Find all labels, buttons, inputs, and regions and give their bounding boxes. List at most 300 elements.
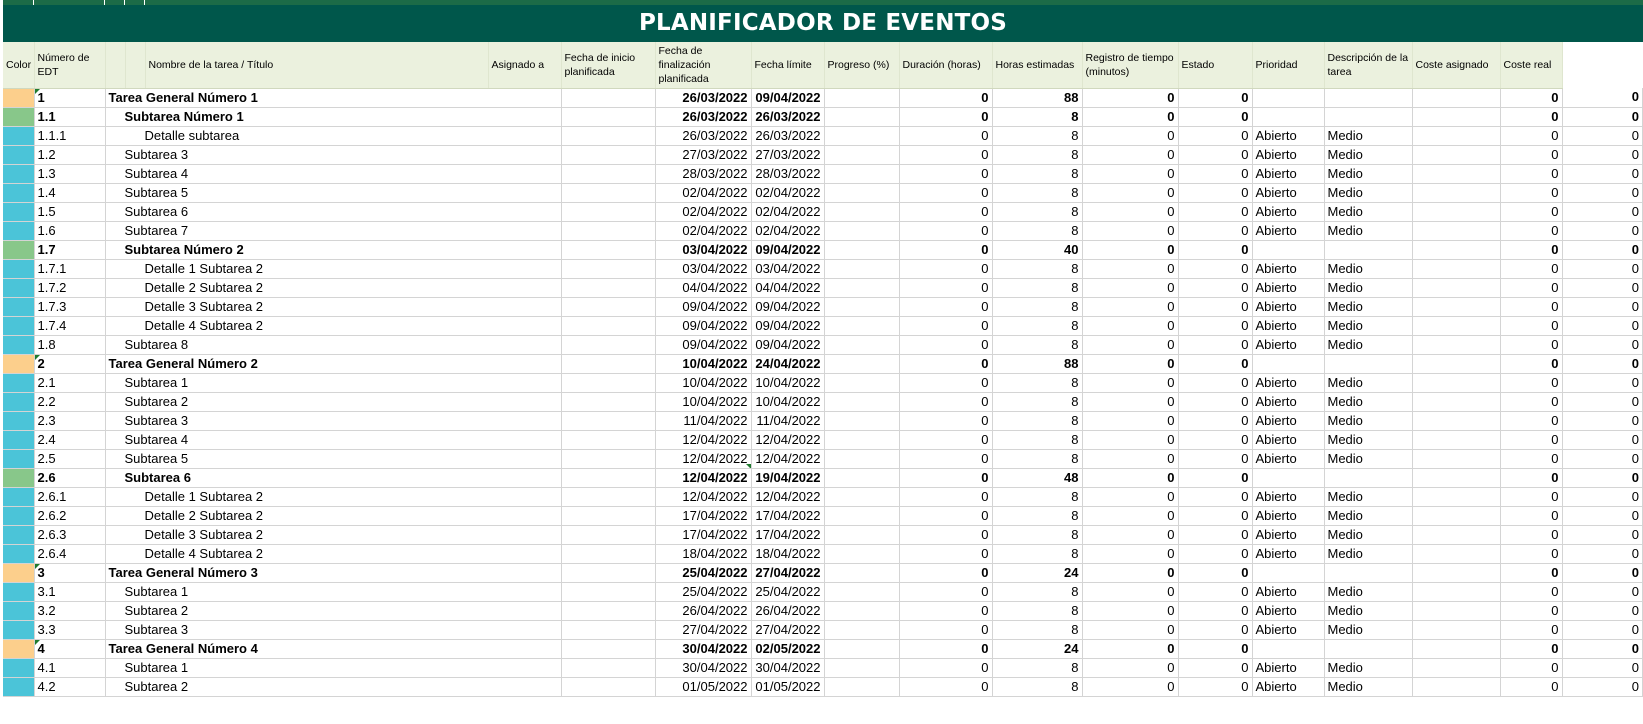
description-cell[interactable] — [1412, 221, 1500, 240]
edt-cell[interactable]: 1.3 — [34, 164, 105, 183]
est-hours-cell[interactable]: 0 — [1082, 468, 1178, 487]
start-date-cell[interactable]: 28/03/2022 — [655, 164, 751, 183]
description-cell[interactable] — [1412, 601, 1500, 620]
time-log-cell[interactable]: 0 — [1178, 164, 1252, 183]
description-cell[interactable] — [1412, 563, 1500, 582]
deadline-cell[interactable] — [824, 373, 899, 392]
cost-assigned-cell[interactable]: 0 — [1500, 278, 1562, 297]
assigned-cell[interactable] — [561, 430, 655, 449]
start-date-cell[interactable]: 03/04/2022 — [655, 259, 751, 278]
status-cell[interactable]: Abierto — [1252, 373, 1324, 392]
status-cell[interactable]: Abierto — [1252, 278, 1324, 297]
time-log-cell[interactable]: 0 — [1178, 544, 1252, 563]
end-date-cell[interactable]: 25/04/2022 — [751, 582, 824, 601]
est-hours-cell[interactable]: 0 — [1082, 430, 1178, 449]
cost-assigned-cell[interactable]: 0 — [1500, 202, 1562, 221]
start-date-cell[interactable]: 12/04/2022 — [655, 430, 751, 449]
cost-real-cell[interactable]: 0 — [1562, 240, 1643, 259]
progress-cell[interactable]: 0 — [899, 639, 992, 658]
assigned-cell[interactable] — [561, 468, 655, 487]
time-log-cell[interactable]: 0 — [1178, 335, 1252, 354]
duration-cell[interactable]: 8 — [992, 677, 1082, 696]
edt-cell[interactable]: 1.2 — [34, 145, 105, 164]
cost-assigned-cell[interactable]: 0 — [1500, 221, 1562, 240]
status-cell[interactable]: Abierto — [1252, 126, 1324, 145]
assigned-cell[interactable] — [561, 240, 655, 259]
end-date-cell[interactable]: 17/04/2022 — [751, 506, 824, 525]
header-spacer[interactable] — [125, 42, 145, 88]
header-cost-assigned[interactable]: Coste asignado — [1412, 42, 1500, 88]
color-cell[interactable] — [3, 582, 34, 601]
color-cell[interactable] — [3, 259, 34, 278]
status-cell[interactable]: Abierto — [1252, 411, 1324, 430]
cost-assigned-cell[interactable]: 0 — [1500, 373, 1562, 392]
time-log-cell[interactable]: 0 — [1178, 582, 1252, 601]
deadline-cell[interactable] — [824, 525, 899, 544]
est-hours-cell[interactable]: 0 — [1082, 335, 1178, 354]
status-cell[interactable]: Abierto — [1252, 620, 1324, 639]
end-date-cell[interactable]: 11/04/2022 — [751, 411, 824, 430]
status-cell[interactable]: Abierto — [1252, 145, 1324, 164]
name-cell[interactable]: Detalle 4 Subtarea 2 — [105, 544, 561, 563]
start-date-cell[interactable]: 11/04/2022 — [655, 411, 751, 430]
edt-cell[interactable]: 2.6.3 — [34, 525, 105, 544]
start-date-cell[interactable]: 27/04/2022 — [655, 620, 751, 639]
est-hours-cell[interactable]: 0 — [1082, 506, 1178, 525]
end-date-cell[interactable]: 17/04/2022 — [751, 525, 824, 544]
name-cell[interactable]: Detalle 3 Subtarea 2 — [105, 297, 561, 316]
progress-cell[interactable]: 0 — [899, 430, 992, 449]
cost-assigned-cell[interactable]: 0 — [1500, 145, 1562, 164]
deadline-cell[interactable] — [824, 88, 899, 107]
color-cell[interactable] — [3, 563, 34, 582]
est-hours-cell[interactable]: 0 — [1082, 107, 1178, 126]
duration-cell[interactable]: 8 — [992, 335, 1082, 354]
color-cell[interactable] — [3, 601, 34, 620]
end-date-cell[interactable]: 02/05/2022 — [751, 639, 824, 658]
assigned-cell[interactable] — [561, 126, 655, 145]
header-deadline[interactable]: Fecha límite — [751, 42, 824, 88]
status-cell[interactable]: Abierto — [1252, 487, 1324, 506]
start-date-cell[interactable]: 18/04/2022 — [655, 544, 751, 563]
start-date-cell[interactable]: 26/03/2022 — [655, 88, 751, 107]
description-cell[interactable] — [1412, 677, 1500, 696]
description-cell[interactable] — [1412, 183, 1500, 202]
name-cell[interactable]: Subtarea Número 2 — [105, 240, 561, 259]
cost-real-cell[interactable]: 0 — [1562, 221, 1643, 240]
time-log-cell[interactable]: 0 — [1178, 88, 1252, 107]
name-cell[interactable]: Subtarea 1 — [105, 582, 561, 601]
est-hours-cell[interactable]: 0 — [1082, 639, 1178, 658]
status-cell[interactable]: Abierto — [1252, 221, 1324, 240]
cost-real-cell[interactable]: 0 — [1562, 620, 1643, 639]
time-log-cell[interactable]: 0 — [1178, 297, 1252, 316]
name-cell[interactable]: Subtarea 4 — [105, 164, 561, 183]
status-cell[interactable] — [1252, 107, 1324, 126]
color-cell[interactable] — [3, 430, 34, 449]
color-cell[interactable] — [3, 487, 34, 506]
end-date-cell[interactable]: 12/04/2022 — [751, 449, 824, 468]
description-cell[interactable] — [1412, 449, 1500, 468]
assigned-cell[interactable] — [561, 506, 655, 525]
edt-cell[interactable]: 2.6.1 — [34, 487, 105, 506]
color-cell[interactable] — [3, 354, 34, 373]
status-cell[interactable] — [1252, 354, 1324, 373]
end-date-cell[interactable]: 24/04/2022 — [751, 354, 824, 373]
priority-cell[interactable]: Medio — [1324, 335, 1412, 354]
name-cell[interactable]: Subtarea 3 — [105, 620, 561, 639]
color-cell[interactable] — [3, 544, 34, 563]
progress-cell[interactable]: 0 — [899, 297, 992, 316]
deadline-cell[interactable] — [824, 164, 899, 183]
start-date-cell[interactable]: 02/04/2022 — [655, 202, 751, 221]
end-date-cell[interactable]: 02/04/2022 — [751, 202, 824, 221]
edt-cell[interactable]: 1.5 — [34, 202, 105, 221]
cost-assigned-cell[interactable]: 0 — [1500, 525, 1562, 544]
edt-cell[interactable]: 2.3 — [34, 411, 105, 430]
deadline-cell[interactable] — [824, 582, 899, 601]
deadline-cell[interactable] — [824, 354, 899, 373]
assigned-cell[interactable] — [561, 107, 655, 126]
cost-assigned-cell[interactable]: 0 — [1500, 411, 1562, 430]
cost-assigned-cell[interactable]: 0 — [1500, 335, 1562, 354]
est-hours-cell[interactable]: 0 — [1082, 563, 1178, 582]
progress-cell[interactable]: 0 — [899, 392, 992, 411]
duration-cell[interactable]: 8 — [992, 278, 1082, 297]
start-date-cell[interactable]: 12/04/2022 — [655, 449, 751, 468]
assigned-cell[interactable] — [561, 145, 655, 164]
cost-real-cell[interactable]: 0 — [1562, 259, 1643, 278]
deadline-cell[interactable] — [824, 126, 899, 145]
name-cell[interactable]: Tarea General Número 4 — [105, 639, 561, 658]
assigned-cell[interactable] — [561, 278, 655, 297]
duration-cell[interactable]: 8 — [992, 392, 1082, 411]
header-edt[interactable]: Número de EDT — [34, 42, 105, 88]
priority-cell[interactable]: Medio — [1324, 297, 1412, 316]
description-cell[interactable] — [1412, 202, 1500, 221]
status-cell[interactable] — [1252, 563, 1324, 582]
color-cell[interactable] — [3, 221, 34, 240]
cost-real-cell[interactable]: 0 — [1562, 525, 1643, 544]
header-start[interactable]: Fecha de inicio planificada — [561, 42, 655, 88]
progress-cell[interactable]: 0 — [899, 145, 992, 164]
description-cell[interactable] — [1412, 411, 1500, 430]
end-date-cell[interactable]: 09/04/2022 — [751, 88, 824, 107]
cost-assigned-cell[interactable]: 0 — [1500, 601, 1562, 620]
cost-assigned-cell[interactable]: 0 — [1500, 506, 1562, 525]
description-cell[interactable] — [1412, 240, 1500, 259]
color-cell[interactable] — [3, 658, 34, 677]
deadline-cell[interactable] — [824, 297, 899, 316]
progress-cell[interactable]: 0 — [899, 544, 992, 563]
time-log-cell[interactable]: 0 — [1178, 468, 1252, 487]
assigned-cell[interactable] — [561, 259, 655, 278]
edt-cell[interactable]: 4.1 — [34, 658, 105, 677]
color-cell[interactable] — [3, 316, 34, 335]
description-cell[interactable] — [1412, 164, 1500, 183]
end-date-cell[interactable]: 26/03/2022 — [751, 107, 824, 126]
deadline-cell[interactable] — [824, 240, 899, 259]
color-cell[interactable] — [3, 373, 34, 392]
cost-real-cell[interactable]: 0 — [1562, 639, 1643, 658]
progress-cell[interactable]: 0 — [899, 316, 992, 335]
duration-cell[interactable]: 24 — [992, 639, 1082, 658]
priority-cell[interactable]: Medio — [1324, 145, 1412, 164]
deadline-cell[interactable] — [824, 259, 899, 278]
priority-cell[interactable]: Medio — [1324, 658, 1412, 677]
name-cell[interactable]: Detalle 2 Subtarea 2 — [105, 506, 561, 525]
status-cell[interactable]: Abierto — [1252, 297, 1324, 316]
duration-cell[interactable]: 8 — [992, 259, 1082, 278]
status-cell[interactable]: Abierto — [1252, 430, 1324, 449]
color-cell[interactable] — [3, 392, 34, 411]
name-cell[interactable]: Subtarea 5 — [105, 449, 561, 468]
status-cell[interactable]: Abierto — [1252, 202, 1324, 221]
end-date-cell[interactable]: 10/04/2022 — [751, 373, 824, 392]
start-date-cell[interactable]: 10/04/2022 — [655, 392, 751, 411]
priority-cell[interactable] — [1324, 107, 1412, 126]
progress-cell[interactable]: 0 — [899, 107, 992, 126]
priority-cell[interactable]: Medio — [1324, 677, 1412, 696]
cost-assigned-cell[interactable]: 0 — [1500, 487, 1562, 506]
duration-cell[interactable]: 8 — [992, 297, 1082, 316]
progress-cell[interactable]: 0 — [899, 221, 992, 240]
edt-cell[interactable]: 3.2 — [34, 601, 105, 620]
end-date-cell[interactable]: 26/04/2022 — [751, 601, 824, 620]
priority-cell[interactable] — [1324, 88, 1412, 107]
cost-assigned-cell[interactable]: 0 — [1500, 107, 1562, 126]
cost-real-cell[interactable]: 0 — [1562, 354, 1643, 373]
start-date-cell[interactable]: 25/04/2022 — [655, 582, 751, 601]
description-cell[interactable] — [1412, 373, 1500, 392]
name-cell[interactable]: Tarea General Número 2 — [105, 354, 561, 373]
progress-cell[interactable]: 0 — [899, 658, 992, 677]
assigned-cell[interactable] — [561, 88, 655, 107]
start-date-cell[interactable]: 27/03/2022 — [655, 145, 751, 164]
est-hours-cell[interactable]: 0 — [1082, 525, 1178, 544]
deadline-cell[interactable] — [824, 107, 899, 126]
time-log-cell[interactable]: 0 — [1178, 639, 1252, 658]
duration-cell[interactable]: 8 — [992, 183, 1082, 202]
end-date-cell[interactable]: 12/04/2022 — [751, 487, 824, 506]
progress-cell[interactable]: 0 — [899, 183, 992, 202]
edt-cell[interactable]: 1.1.1 — [34, 126, 105, 145]
time-log-cell[interactable]: 0 — [1178, 392, 1252, 411]
edt-cell[interactable]: 4 — [34, 639, 105, 658]
deadline-cell[interactable] — [824, 620, 899, 639]
cost-real-cell[interactable]: 0 — [1562, 658, 1643, 677]
edt-cell[interactable]: 3.3 — [34, 620, 105, 639]
priority-cell[interactable]: Medio — [1324, 316, 1412, 335]
priority-cell[interactable] — [1324, 468, 1412, 487]
name-cell[interactable]: Subtarea 3 — [105, 411, 561, 430]
description-cell[interactable] — [1412, 639, 1500, 658]
est-hours-cell[interactable]: 0 — [1082, 221, 1178, 240]
name-cell[interactable]: Detalle 2 Subtarea 2 — [105, 278, 561, 297]
description-cell[interactable] — [1412, 468, 1500, 487]
description-cell[interactable] — [1412, 506, 1500, 525]
time-log-cell[interactable]: 0 — [1178, 506, 1252, 525]
header-est-hours[interactable]: Horas estimadas — [992, 42, 1082, 88]
time-log-cell[interactable]: 0 — [1178, 126, 1252, 145]
edt-cell[interactable]: 2.1 — [34, 373, 105, 392]
description-cell[interactable] — [1412, 487, 1500, 506]
cost-real-cell[interactable]: 0 — [1562, 506, 1643, 525]
start-date-cell[interactable]: 25/04/2022 — [655, 563, 751, 582]
assigned-cell[interactable] — [561, 601, 655, 620]
color-cell[interactable] — [3, 297, 34, 316]
color-cell[interactable] — [3, 107, 34, 126]
end-date-cell[interactable]: 27/04/2022 — [751, 563, 824, 582]
deadline-cell[interactable] — [824, 202, 899, 221]
cost-real-cell[interactable]: 0 — [1562, 468, 1643, 487]
assigned-cell[interactable] — [561, 658, 655, 677]
progress-cell[interactable]: 0 — [899, 487, 992, 506]
edt-cell[interactable]: 1.7 — [34, 240, 105, 259]
duration-cell[interactable]: 8 — [992, 373, 1082, 392]
status-cell[interactable]: Abierto — [1252, 183, 1324, 202]
cost-assigned-cell[interactable]: 0 — [1500, 354, 1562, 373]
progress-cell[interactable]: 0 — [899, 278, 992, 297]
time-log-cell[interactable]: 0 — [1178, 183, 1252, 202]
progress-cell[interactable]: 0 — [899, 354, 992, 373]
progress-cell[interactable]: 0 — [899, 582, 992, 601]
edt-cell[interactable]: 2.4 — [34, 430, 105, 449]
priority-cell[interactable]: Medio — [1324, 449, 1412, 468]
time-log-cell[interactable]: 0 — [1178, 354, 1252, 373]
time-log-cell[interactable]: 0 — [1178, 411, 1252, 430]
status-cell[interactable] — [1252, 88, 1324, 107]
name-cell[interactable]: Tarea General Número 1 — [105, 88, 561, 107]
start-date-cell[interactable]: 10/04/2022 — [655, 373, 751, 392]
deadline-cell[interactable] — [824, 487, 899, 506]
description-cell[interactable] — [1412, 620, 1500, 639]
est-hours-cell[interactable]: 0 — [1082, 164, 1178, 183]
name-cell[interactable]: Subtarea 6 — [105, 202, 561, 221]
cost-real-cell[interactable]: 0 — [1562, 563, 1643, 582]
edt-cell[interactable]: 2.5 — [34, 449, 105, 468]
progress-cell[interactable]: 0 — [899, 259, 992, 278]
est-hours-cell[interactable]: 0 — [1082, 620, 1178, 639]
name-cell[interactable]: Subtarea 1 — [105, 373, 561, 392]
cost-assigned-cell[interactable]: 0 — [1500, 449, 1562, 468]
priority-cell[interactable] — [1324, 639, 1412, 658]
edt-cell[interactable]: 1.7.3 — [34, 297, 105, 316]
end-date-cell[interactable]: 02/04/2022 — [751, 221, 824, 240]
priority-cell[interactable]: Medio — [1324, 620, 1412, 639]
time-log-cell[interactable]: 0 — [1178, 430, 1252, 449]
status-cell[interactable]: Abierto — [1252, 582, 1324, 601]
status-cell[interactable]: Abierto — [1252, 316, 1324, 335]
header-end[interactable]: Fecha de finalización planificada — [655, 42, 751, 88]
deadline-cell[interactable] — [824, 563, 899, 582]
deadline-cell[interactable] — [824, 544, 899, 563]
progress-cell[interactable]: 0 — [899, 411, 992, 430]
assigned-cell[interactable] — [561, 297, 655, 316]
start-date-cell[interactable]: 12/04/2022 — [655, 468, 751, 487]
assigned-cell[interactable] — [561, 563, 655, 582]
deadline-cell[interactable] — [824, 449, 899, 468]
deadline-cell[interactable] — [824, 316, 899, 335]
duration-cell[interactable]: 8 — [992, 202, 1082, 221]
color-cell[interactable] — [3, 88, 34, 107]
name-cell[interactable]: Subtarea 4 — [105, 430, 561, 449]
name-cell[interactable]: Subtarea 5 — [105, 183, 561, 202]
cost-real-cell[interactable]: 0 — [1562, 107, 1643, 126]
priority-cell[interactable] — [1324, 240, 1412, 259]
duration-cell[interactable]: 40 — [992, 240, 1082, 259]
end-date-cell[interactable]: 01/05/2022 — [751, 677, 824, 696]
duration-cell[interactable]: 8 — [992, 164, 1082, 183]
duration-cell[interactable]: 8 — [992, 145, 1082, 164]
assigned-cell[interactable] — [561, 544, 655, 563]
header-name[interactable]: Nombre de la tarea / Título — [145, 42, 488, 88]
cost-real-cell[interactable]: 0 — [1562, 335, 1643, 354]
duration-cell[interactable]: 8 — [992, 107, 1082, 126]
cost-assigned-cell[interactable]: 0 — [1500, 316, 1562, 335]
color-cell[interactable] — [3, 202, 34, 221]
assigned-cell[interactable] — [561, 487, 655, 506]
priority-cell[interactable]: Medio — [1324, 202, 1412, 221]
duration-cell[interactable]: 8 — [992, 658, 1082, 677]
edt-cell[interactable]: 2.6.4 — [34, 544, 105, 563]
description-cell[interactable] — [1412, 658, 1500, 677]
cost-real-cell[interactable]: 0 — [1562, 544, 1643, 563]
est-hours-cell[interactable]: 0 — [1082, 88, 1178, 107]
time-log-cell[interactable]: 0 — [1178, 259, 1252, 278]
time-log-cell[interactable]: 0 — [1178, 316, 1252, 335]
name-cell[interactable]: Subtarea 1 — [105, 658, 561, 677]
end-date-cell[interactable]: 02/04/2022 — [751, 183, 824, 202]
est-hours-cell[interactable]: 0 — [1082, 658, 1178, 677]
cost-assigned-cell[interactable]: 0 — [1500, 582, 1562, 601]
progress-cell[interactable]: 0 — [899, 88, 992, 107]
description-cell[interactable] — [1412, 126, 1500, 145]
start-date-cell[interactable]: 26/03/2022 — [655, 107, 751, 126]
deadline-cell[interactable] — [824, 506, 899, 525]
priority-cell[interactable] — [1324, 354, 1412, 373]
progress-cell[interactable]: 0 — [899, 468, 992, 487]
color-cell[interactable] — [3, 145, 34, 164]
assigned-cell[interactable] — [561, 354, 655, 373]
start-date-cell[interactable]: 30/04/2022 — [655, 658, 751, 677]
color-cell[interactable] — [3, 468, 34, 487]
assigned-cell[interactable] — [561, 411, 655, 430]
cost-assigned-cell[interactable]: 0 — [1500, 658, 1562, 677]
est-hours-cell[interactable]: 0 — [1082, 411, 1178, 430]
cost-real-cell[interactable]: 0 — [1562, 582, 1643, 601]
start-date-cell[interactable]: 30/04/2022 — [655, 639, 751, 658]
cost-real-cell[interactable]: 0 — [1562, 278, 1643, 297]
name-cell[interactable]: Subtarea 3 — [105, 145, 561, 164]
cost-assigned-cell[interactable]: 0 — [1500, 183, 1562, 202]
name-cell[interactable]: Subtarea 2 — [105, 601, 561, 620]
name-cell[interactable]: Detalle 1 Subtarea 2 — [105, 487, 561, 506]
edt-cell[interactable]: 2.6 — [34, 468, 105, 487]
start-date-cell[interactable]: 02/04/2022 — [655, 183, 751, 202]
duration-cell[interactable]: 8 — [992, 544, 1082, 563]
progress-cell[interactable]: 0 — [899, 335, 992, 354]
start-date-cell[interactable]: 12/04/2022 — [655, 487, 751, 506]
assigned-cell[interactable] — [561, 202, 655, 221]
cost-real-cell[interactable]: 0 — [1562, 487, 1643, 506]
est-hours-cell[interactable]: 0 — [1082, 202, 1178, 221]
name-cell[interactable]: Detalle subtarea — [105, 126, 561, 145]
time-log-cell[interactable]: 0 — [1178, 373, 1252, 392]
est-hours-cell[interactable]: 0 — [1082, 582, 1178, 601]
description-cell[interactable] — [1412, 544, 1500, 563]
description-cell[interactable] — [1412, 145, 1500, 164]
